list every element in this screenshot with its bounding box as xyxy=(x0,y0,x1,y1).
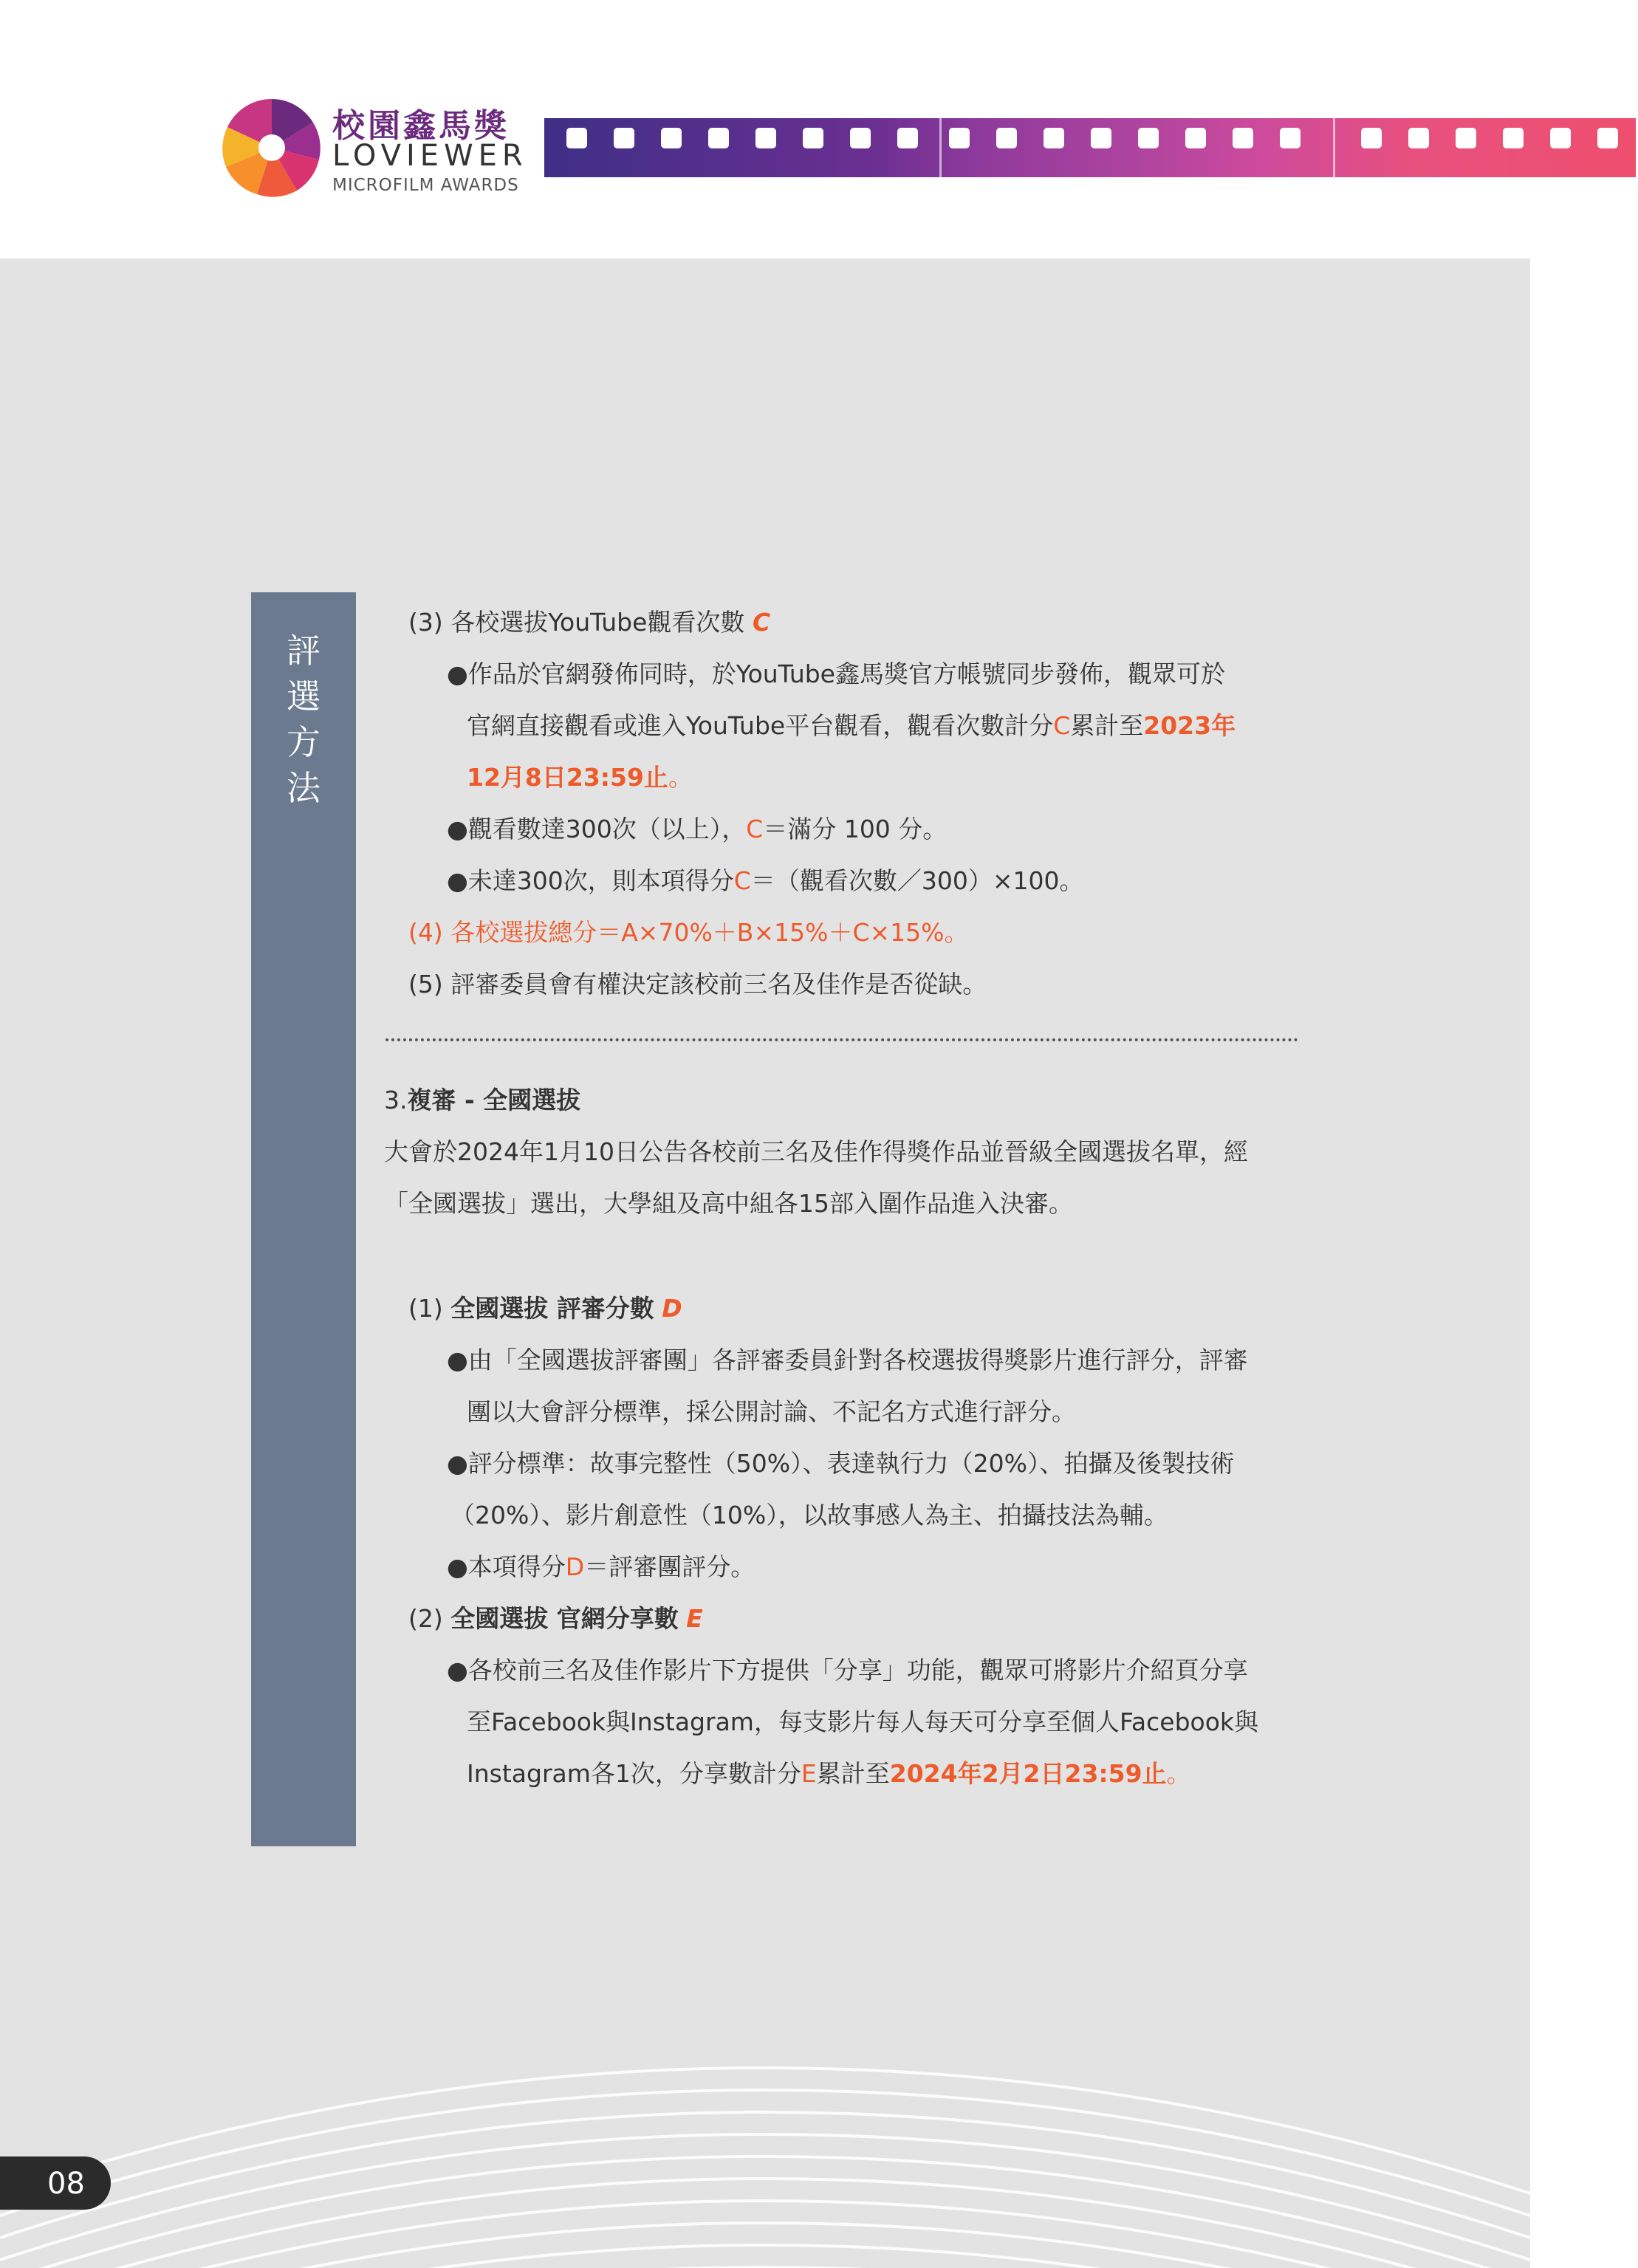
section-3-number: 3. xyxy=(384,1086,408,1114)
item-3-bullet-2 xyxy=(447,815,947,844)
item-e-number: (2) xyxy=(408,1604,443,1633)
text-segment: ●觀看數達300次（以上）， xyxy=(447,815,747,843)
item-d-bullet-2-line-1: ●評分標準：故事完整性（50%）、表達執行力（20%）、拍攝及後製技術 xyxy=(447,1449,1235,1478)
section-3-intro-line-1: 大會於2024年1月10日公告各校前三名及佳作得獎作品並晉級全國選拔名單，經 xyxy=(384,1137,1248,1166)
text-segment: 。 xyxy=(668,763,693,792)
item-4-total-formula: (4) 各校選拔總分＝A×70%＋B×15%＋C×15%。 xyxy=(408,918,969,947)
item-d-bullet-1-line-2: 團以大會評分標準，採公開討論、不記名方式進行評分。 xyxy=(467,1397,1076,1426)
film-hole xyxy=(566,128,587,148)
deadline-text: 2023年 xyxy=(1143,711,1236,740)
page-number: 08 xyxy=(47,2167,85,2201)
score-letter: D xyxy=(565,1552,585,1581)
text-segment: ＝滿分 100 分。 xyxy=(763,815,947,843)
text-segment: Instagram各1次，分享數計分 xyxy=(467,1759,801,1788)
film-hole xyxy=(949,128,970,148)
film-hole xyxy=(755,128,776,148)
item-e-heading xyxy=(408,1604,703,1634)
item-3-bullet-1-line-3 xyxy=(467,763,693,792)
film-hole xyxy=(1185,128,1206,148)
film-hole xyxy=(1233,128,1253,148)
deadline-text: 12月8日23:59止 xyxy=(467,763,668,792)
film-hole xyxy=(1503,128,1524,148)
logo-chinese-name: 校園鑫馬獎 xyxy=(332,107,510,145)
item-e-letter: E xyxy=(686,1604,703,1633)
sidebar-title xyxy=(251,628,356,811)
score-letter: C xyxy=(1053,711,1071,740)
content-panel xyxy=(0,258,1530,2268)
item-d-number: (1) xyxy=(408,1294,443,1323)
logo-english-name: LOVIEWER xyxy=(332,139,528,173)
item-d-heading xyxy=(408,1294,682,1323)
film-strip-banner xyxy=(544,118,1636,177)
text-segment: 官網直接觀看或進入YouTube平台觀看，觀看次數計分 xyxy=(467,711,1054,740)
film-hole xyxy=(897,128,918,148)
item-3-bullet-1-line-1: ●作品於官網發佈同時，於YouTube鑫馬獎官方帳號同步發佈，觀眾可於 xyxy=(447,659,1225,688)
film-hole xyxy=(614,128,634,148)
section-divider xyxy=(385,1038,1298,1041)
score-letter: E xyxy=(801,1759,817,1788)
score-letter: C xyxy=(733,866,751,895)
logo xyxy=(220,96,530,207)
film-hole xyxy=(1456,128,1476,148)
item-3-bullet-1-line-2 xyxy=(467,711,1236,741)
logo-subtitle: MICROFILM AWARDS xyxy=(332,176,519,195)
section-3-title: 複審 - 全國選拔 xyxy=(407,1086,581,1114)
film-frame-divider xyxy=(939,118,942,177)
item-3-bullet-3 xyxy=(447,866,1083,896)
film-hole xyxy=(1408,128,1429,148)
film-hole xyxy=(1361,128,1382,148)
item-d-bullet-2-line-2: （20%）、影片創意性（10%），以故事感人為主、拍攝技法為輔。 xyxy=(450,1501,1168,1529)
film-hole xyxy=(850,128,871,148)
film-hole xyxy=(661,128,682,148)
item-e-bullet-1-line-1: ●各校前三名及佳作影片下方提供「分享」功能，觀眾可將影片介紹頁分享 xyxy=(447,1656,1248,1685)
item-e-label: 全國選拔 官網分享數 xyxy=(450,1604,679,1633)
film-hole xyxy=(996,128,1017,148)
text-segment: ●未達300次，則本項得分 xyxy=(447,866,734,895)
item-5-note: (5) 評審委員會有權決定該校前三名及佳作是否從缺。 xyxy=(408,970,987,998)
decorative-wave-lines xyxy=(0,2031,1530,2268)
film-hole xyxy=(1138,128,1159,148)
film-hole xyxy=(1280,128,1301,148)
film-hole xyxy=(1044,128,1064,148)
film-hole xyxy=(708,128,729,148)
page-number-tab xyxy=(0,2156,111,2210)
section-3-heading xyxy=(384,1086,580,1115)
item-d-label: 全國選拔 評審分數 xyxy=(450,1294,654,1323)
text-segment: 累計至 xyxy=(1070,711,1144,740)
film-frame-divider xyxy=(1333,118,1335,177)
text-segment: 累計至 xyxy=(816,1759,890,1788)
score-letter: C xyxy=(746,815,764,843)
item-3-heading xyxy=(408,608,770,637)
item-e-bullet-1-line-2: 至Facebook與Instagram，每支影片每人每天可分享至個人Facebook與 xyxy=(467,1707,1259,1736)
text-segment: ＝評審團評分。 xyxy=(584,1552,755,1581)
film-hole xyxy=(1091,128,1111,148)
section-sidebar xyxy=(251,592,356,1846)
item-d-bullet-1-line-1: ●由「全國選拔評審團」各評審委員針對各校選拔得獎影片進行評分，評審 xyxy=(447,1346,1248,1374)
section-3-intro-line-2: 「全國選拔」選出，大學組及高中組各15部入圍作品進入決審。 xyxy=(384,1189,1073,1218)
film-hole xyxy=(1597,128,1618,148)
text-segment: ●本項得分 xyxy=(447,1552,566,1581)
text-segment: ＝（觀看次數／300）×100。 xyxy=(750,866,1084,895)
item-3-letter: C xyxy=(752,608,771,637)
item-d-letter: D xyxy=(662,1294,682,1323)
item-e-bullet-1-line-3 xyxy=(467,1759,1191,1789)
item-3-label: (3) 各校選拔YouTube觀看次數 xyxy=(408,608,745,637)
item-d-bullet-3 xyxy=(447,1552,755,1582)
deadline-text: 2024年2月2日23:59止 xyxy=(889,1759,1167,1788)
text-segment: 。 xyxy=(1166,1759,1191,1788)
sidebar-title-text: 評選方法 xyxy=(287,631,321,808)
aperture-logo-icon xyxy=(220,96,323,199)
film-hole xyxy=(1550,128,1571,148)
film-hole xyxy=(803,128,823,148)
